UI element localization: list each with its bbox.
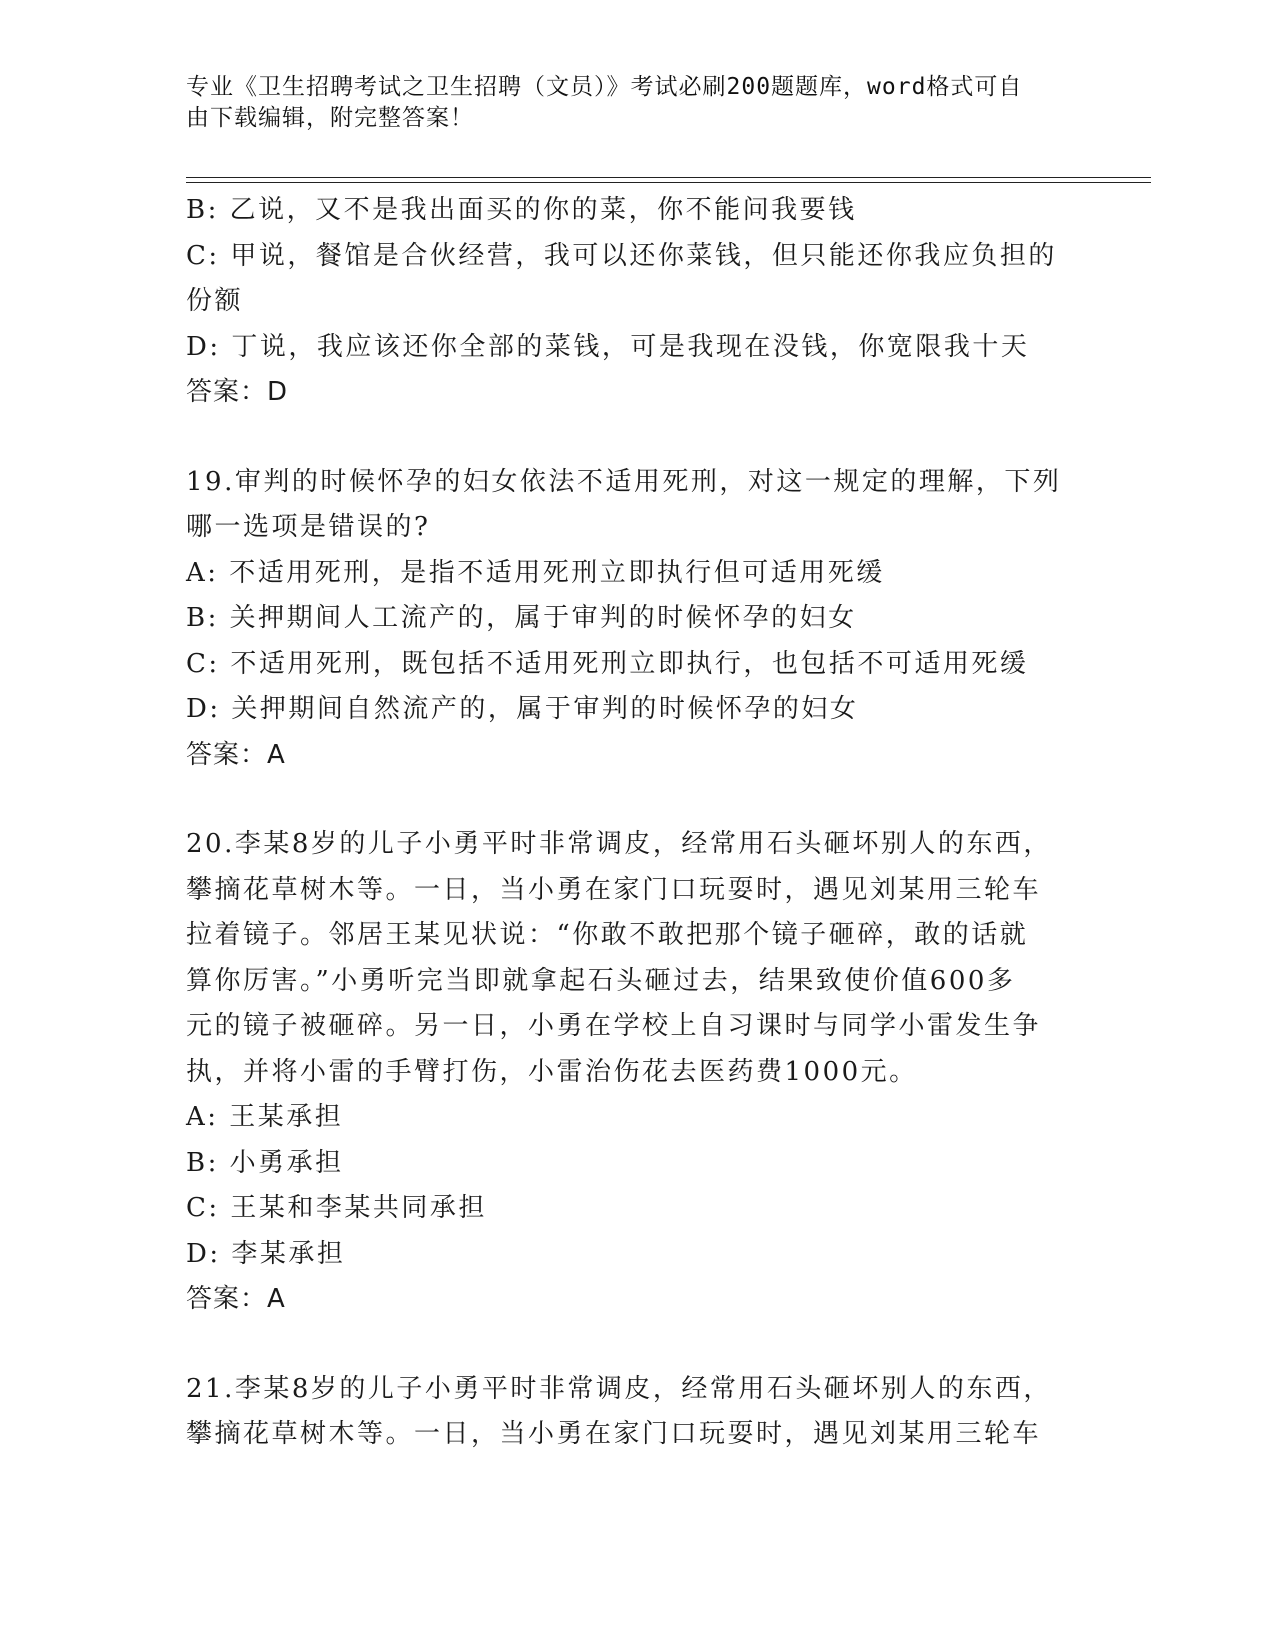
option-c-continued: 份额	[186, 286, 244, 316]
question-stem-continued: 攀摘花草树木等。一日，当小勇在家门口玩耍时，遇见刘某用三轮车	[186, 1419, 1042, 1449]
question-spacer	[186, 1323, 1066, 1367]
question-stem: 20.李某8岁的儿子小勇平时非常调皮，经常用石头砸坏别人的东西，	[186, 829, 1052, 859]
question-spacer	[186, 416, 1066, 460]
option-c: C: 不适用死刑，既包括不适用死刑立即执行，也包括不可适用死缓	[186, 648, 1029, 679]
question-stem: 19.审判的时候怀孕的妇女依法不适用死刑，对这一规定的理解，下列	[186, 466, 1062, 497]
header-line-2: 由下载编辑，附完整答案！	[186, 105, 474, 131]
option-d: D: 丁说，我应该还你全部的菜钱，可是我现在没钱，你宽限我十天	[186, 331, 1030, 362]
option-d: D: 李某承担	[186, 1238, 346, 1269]
question-21	[186, 1367, 1066, 1458]
question-spacer	[186, 778, 1066, 822]
answer-label: 答案：D	[186, 377, 289, 407]
option-c: C: 王某和李某共同承担	[186, 1193, 487, 1223]
question-18-tail	[186, 188, 1066, 416]
document-header	[186, 72, 1086, 134]
header-divider-top	[186, 177, 1151, 178]
document-body	[186, 188, 1066, 1458]
question-stem: 21.李某8岁的儿子小勇平时非常调皮，经常用石头砸坏别人的东西，	[186, 1373, 1052, 1404]
header-line-1: 专业《卫生招聘考试之卫生招聘（文员）》考试必刷200题题库，word格式可自	[186, 74, 1023, 100]
answer-label: 答案：A	[186, 739, 286, 770]
option-c: C: 甲说，餐馆是合伙经营，我可以还你菜钱，但只能还你我应负担的	[186, 240, 1057, 271]
question-20	[186, 822, 1066, 1323]
question-19	[186, 460, 1066, 779]
header-divider-bottom	[186, 182, 1151, 183]
option-d: D: 关押期间自然流产的，属于审判的时候怀孕的妇女	[186, 694, 859, 724]
option-b: B: 小勇承担	[186, 1147, 344, 1178]
option-b: B: 关押期间人工流产的，属于审判的时候怀孕的妇女	[186, 603, 857, 633]
question-stem-continued: 哪一选项是错误的?	[186, 512, 431, 542]
question-stem-continued: 元的镜子被砸碎。另一日，小勇在学校上自习课时与同学小雷发生争	[186, 1011, 1042, 1041]
question-stem-continued: 执，并将小雷的手臂打伤，小雷治伤花去医药费1000元。	[186, 1056, 918, 1087]
option-a: A: 王某承担	[186, 1102, 344, 1132]
option-a: A: 不适用死刑，是指不适用死刑立即执行但可适用死缓	[186, 557, 885, 588]
question-stem-continued: 拉着镜子。邻居王某见状说：“你敢不敢把那个镜子砸碎，敢的话就	[186, 920, 1029, 950]
question-stem-continued: 攀摘花草树木等。一日，当小勇在家门口玩耍时，遇见刘某用三轮车	[186, 874, 1042, 905]
option-b: B: 乙说，又不是我出面买的你的菜，你不能问我要钱	[186, 195, 857, 225]
answer-label: 答案：A	[186, 1284, 286, 1314]
question-stem-continued: 算你厉害。”小勇听完当即就拿起石头砸过去，结果致使价值600多	[186, 965, 1016, 996]
